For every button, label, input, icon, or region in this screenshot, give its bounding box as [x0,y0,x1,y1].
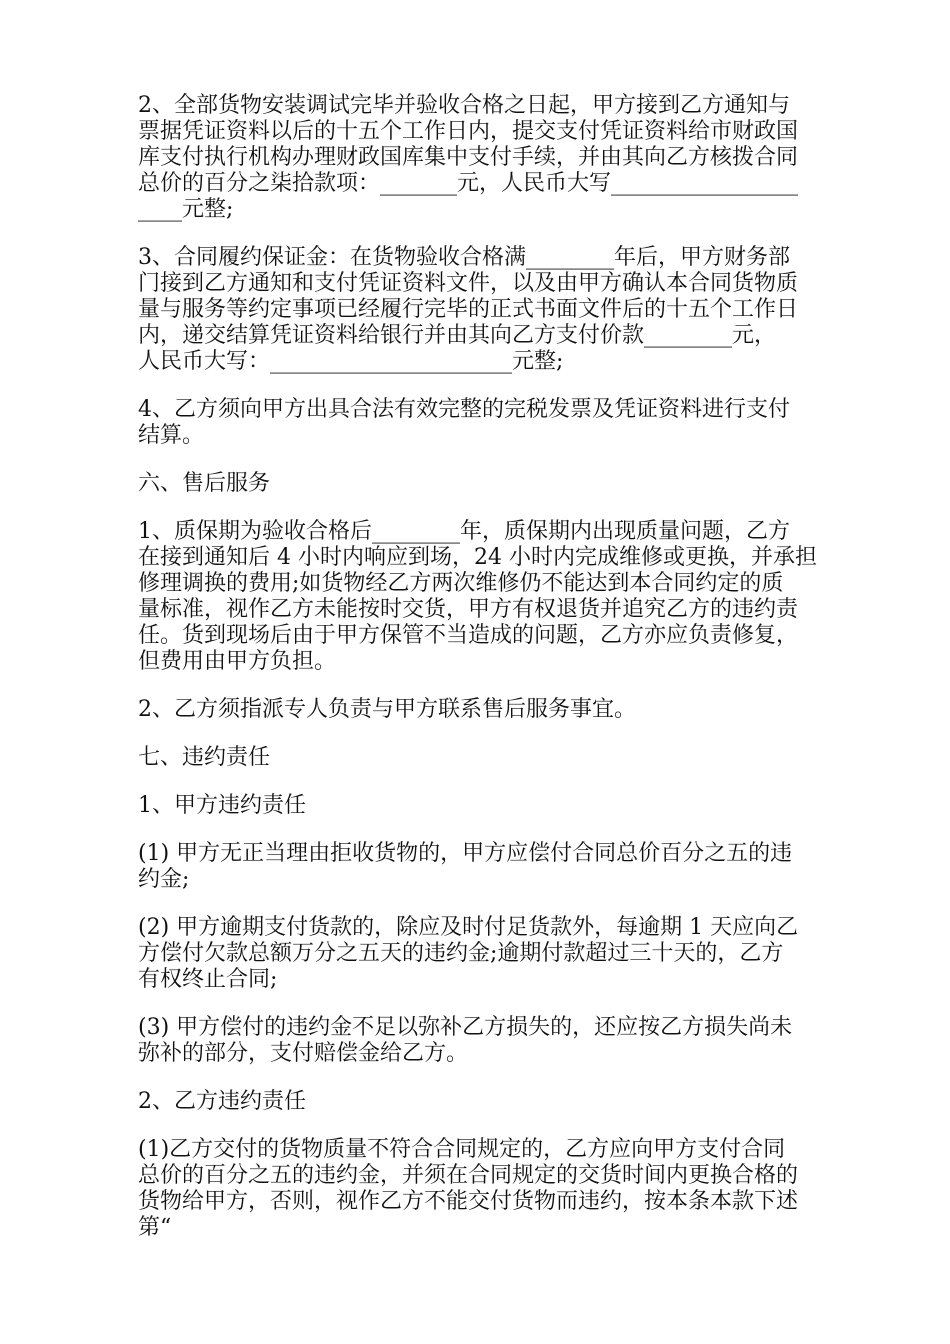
text-line: 方偿付欠款总额万分之五天的违约金;逾期付款超过三十天的，乙方 [138,941,784,966]
payment-clause-4 [138,397,814,449]
section-heading-after-sales [138,471,814,497]
text-line: 2、乙方须指派专人负责与甲方联系售后服务事宜。 [138,697,636,722]
after-sales-clause-2 [138,697,814,723]
section-heading: 六、售后服务 [138,471,271,496]
text-line: 3、合同履约保证金：在货物验收合格满________年后，甲方财务部 [138,245,790,270]
liability-party-b-heading [138,1089,814,1115]
text-line: 量与服务等约定事项已经履行完毕的正式书面文件后的十五个工作日 [138,297,799,322]
text-line: 在接到通知后 4 小时内响应到场，24 小时内完成维修或更换，并承担 [138,545,817,570]
subsection-heading: 1、甲方违约责任 [138,793,306,818]
text-line: (2) 甲方逾期支付货款的，除应及时付足货款外，每逾期 1 天应向乙 [138,915,799,940]
liability-party-a-item-3 [138,1015,814,1067]
payment-clause-3 [138,245,814,375]
text-line: (3) 甲方偿付的违约金不足以弥补乙方损失的，还应按乙方损失尚未 [138,1015,793,1040]
text-line: 结算。 [138,423,205,448]
text-line: 票据凭证资料以后的十五个工作日内，提交支付凭证资料给市财政国 [138,119,799,144]
text-line: 货物给甲方，否则，视作乙方不能交付货物而违约，按本条本款下述 [138,1189,799,1214]
payment-clause-2 [138,93,814,223]
text-line: 库支付执行机构办理财政国库集中支付手续，并由其向乙方核拨合同 [138,145,799,170]
text-line: 任。货到现场后由于甲方保管不当造成的问题，乙方亦应负责修复， [138,623,799,648]
text-line: 量标准，视作乙方未能按时交货，甲方有权退货并追究乙方的违约责 [138,597,799,622]
text-line: 人民币大写：______________________元整; [138,349,564,374]
text-line: (1) 甲方无正当理由拒收货物的，甲方应偿付合同总价百分之五的违 [138,841,793,866]
text-line: 总价的百分之五的违约金，并须在合同规定的交货时间内更换合格的 [138,1163,799,1188]
text-line: (1)乙方交付的货物质量不符合合同规定的，乙方应向甲方支付合同 [138,1137,786,1162]
document-page [138,93,817,1263]
text-line: 弥补的部分，支付赔偿金给乙方。 [138,1041,469,1066]
text-line: 但费用由甲方负担。 [138,649,337,674]
liability-party-b-item-1 [138,1137,814,1241]
text-line: 修理调换的费用;如货物经乙方两次维修仍不能达到本合同约定的质 [138,571,784,596]
text-line: 第“ [138,1215,172,1240]
text-line: 有权终止合同; [138,967,278,992]
text-line: 内，递交结算凭证资料给银行并由其向乙方支付价款________元， [138,323,777,348]
text-line: 1、质保期为验收合格后________年，质保期内出现质量问题，乙方 [138,519,790,544]
liability-party-a-heading [138,793,814,819]
after-sales-clause-1 [138,519,817,675]
text-line: 约金; [138,867,190,892]
liability-party-a-item-1 [138,841,814,893]
section-heading-liability [138,745,814,771]
text-line: 总价的百分之柒拾款项：_______元，人民币大写_________________ [138,171,799,196]
text-line: 4、乙方须向甲方出具合法有效完整的完税发票及凭证资料进行支付 [138,397,790,422]
liability-party-a-item-2 [138,915,814,993]
subsection-heading: 2、乙方违约责任 [138,1089,306,1114]
text-line: 2、全部货物安装调试完毕并验收合格之日起，甲方接到乙方通知与 [138,93,790,118]
section-heading: 七、违约责任 [138,745,271,770]
text-line: ____元整; [138,197,234,222]
text-line: 门接到乙方通知和支付凭证资料文件，以及由甲方确认本合同货物质 [138,271,799,296]
